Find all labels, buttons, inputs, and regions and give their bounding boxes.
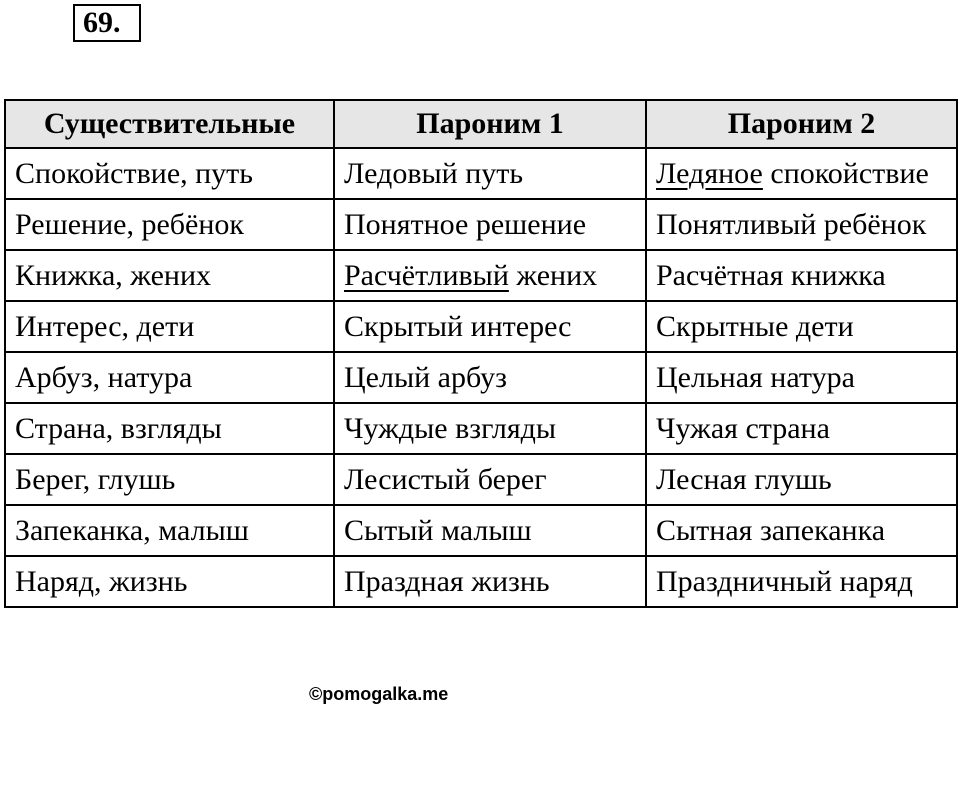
paronym-table xyxy=(4,99,958,608)
cell-nouns: Интерес, дети xyxy=(5,301,334,352)
table-row xyxy=(5,403,957,454)
cell-paronym-2: Расчётная книжка xyxy=(646,250,957,301)
cell-nouns: Решение, ребёнок xyxy=(5,199,334,250)
table-row xyxy=(5,250,957,301)
cell-paronym-2: Цельная натура xyxy=(646,352,957,403)
cell-nouns: Арбуз, натура xyxy=(5,352,334,403)
cell-paronym-1 xyxy=(334,250,646,301)
header-nouns: Существительные xyxy=(5,100,334,148)
cell-paronym-1: Сытый малыш xyxy=(334,505,646,556)
cell-paronym-1: Праздная жизнь xyxy=(334,556,646,607)
cell-nouns: Наряд, жизнь xyxy=(5,556,334,607)
table-row xyxy=(5,505,957,556)
table-row xyxy=(5,199,957,250)
table-row xyxy=(5,352,957,403)
cell-paronym-2: Скрытные дети xyxy=(646,301,957,352)
table-row xyxy=(5,556,957,607)
cell-nouns: Запеканка, малыш xyxy=(5,505,334,556)
exercise-number: 69. xyxy=(73,4,141,42)
underlined-word: Ледяное xyxy=(656,157,763,190)
cell-paronym-2: Праздничный наряд xyxy=(646,556,957,607)
cell-paronym-1: Ледовый путь xyxy=(334,148,646,199)
cell-paronym-2: Лесная глушь xyxy=(646,454,957,505)
cell-paronym-2: Сытная запеканка xyxy=(646,505,957,556)
underlined-word: Расчётливый xyxy=(344,259,509,292)
cell-paronym-1: Целый арбуз xyxy=(334,352,646,403)
header-paronym-1: Пароним 1 xyxy=(334,100,646,148)
cell-nouns: Берег, глушь xyxy=(5,454,334,505)
table-header-row xyxy=(5,100,957,148)
cell-paronym-1: Понятное решение xyxy=(334,199,646,250)
cell-nouns: Страна, взгляды xyxy=(5,403,334,454)
cell-text: спокойствие xyxy=(762,157,929,190)
cell-paronym-2 xyxy=(646,148,957,199)
cell-nouns: Спокойствие, путь xyxy=(5,148,334,199)
header-paronym-2: Пароним 2 xyxy=(646,100,957,148)
cell-text: жених xyxy=(508,259,598,292)
cell-paronym-2: Чужая страна xyxy=(646,403,957,454)
cell-paronym-1: Чуждые взгляды xyxy=(334,403,646,454)
cell-nouns: Книжка, жених xyxy=(5,250,334,301)
cell-paronym-1: Скрытый интерес xyxy=(334,301,646,352)
cell-paronym-1: Лесистый берег xyxy=(334,454,646,505)
table-row xyxy=(5,148,957,199)
table-row xyxy=(5,454,957,505)
cell-paronym-2: Понятливый ребёнок xyxy=(646,199,957,250)
watermark: ©pomogalka.me xyxy=(309,684,449,704)
table-row xyxy=(5,301,957,352)
